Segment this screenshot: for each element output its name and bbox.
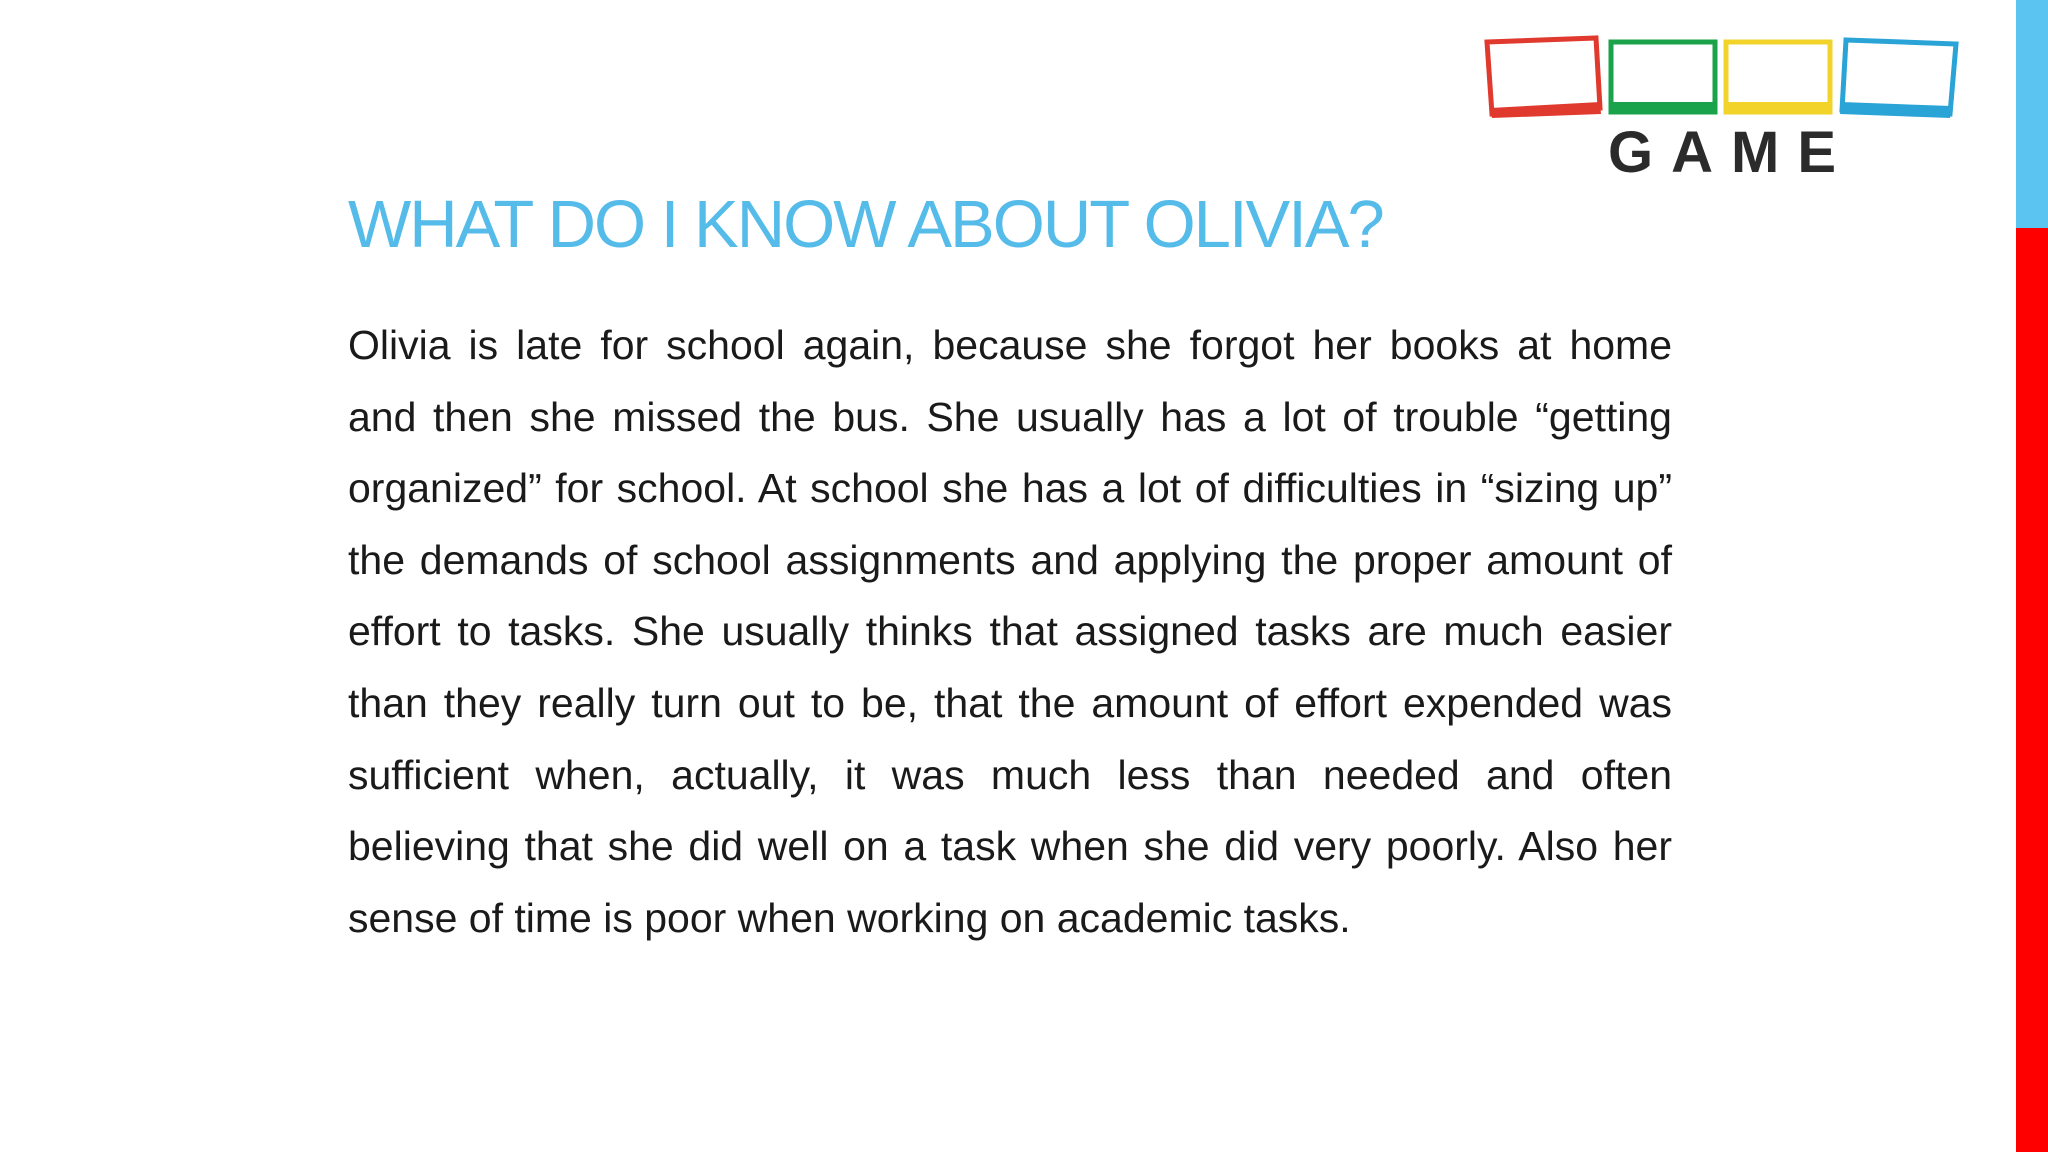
logo-frame-red [1487, 38, 1601, 118]
logo-frame-yellow [1724, 42, 1832, 114]
game-logo [1484, 30, 1960, 185]
logo-frame-green [1609, 42, 1717, 114]
slide-body-text: Olivia is late for school again, because she forgot her books at home and then she missed the bus. She usually has a lot of trouble “getting organized” for school. At school she has a lot of difficulties in “sizing up” the demands of school assignments and applying the proper amount of effort to tasks. She usually thinks that assigned tasks are much easier than they really turn out to be, that the amount of effort expended was sufficient when, actually, it was much less than needed and often believing that she did well on a task when she did very poorly. Also her sense of time is poor when working on academic tasks. [348, 322, 1672, 941]
logo-wordmark: GAME [1608, 120, 1854, 185]
accent-bar-blue [2016, 0, 2048, 228]
logo-frame-blue [1840, 40, 1956, 118]
logo-frames [1484, 30, 1960, 120]
slide-title: WHAT DO I KNOW ABOUT OLIVIA? [348, 187, 1383, 262]
accent-bar-red [2016, 228, 2048, 1152]
